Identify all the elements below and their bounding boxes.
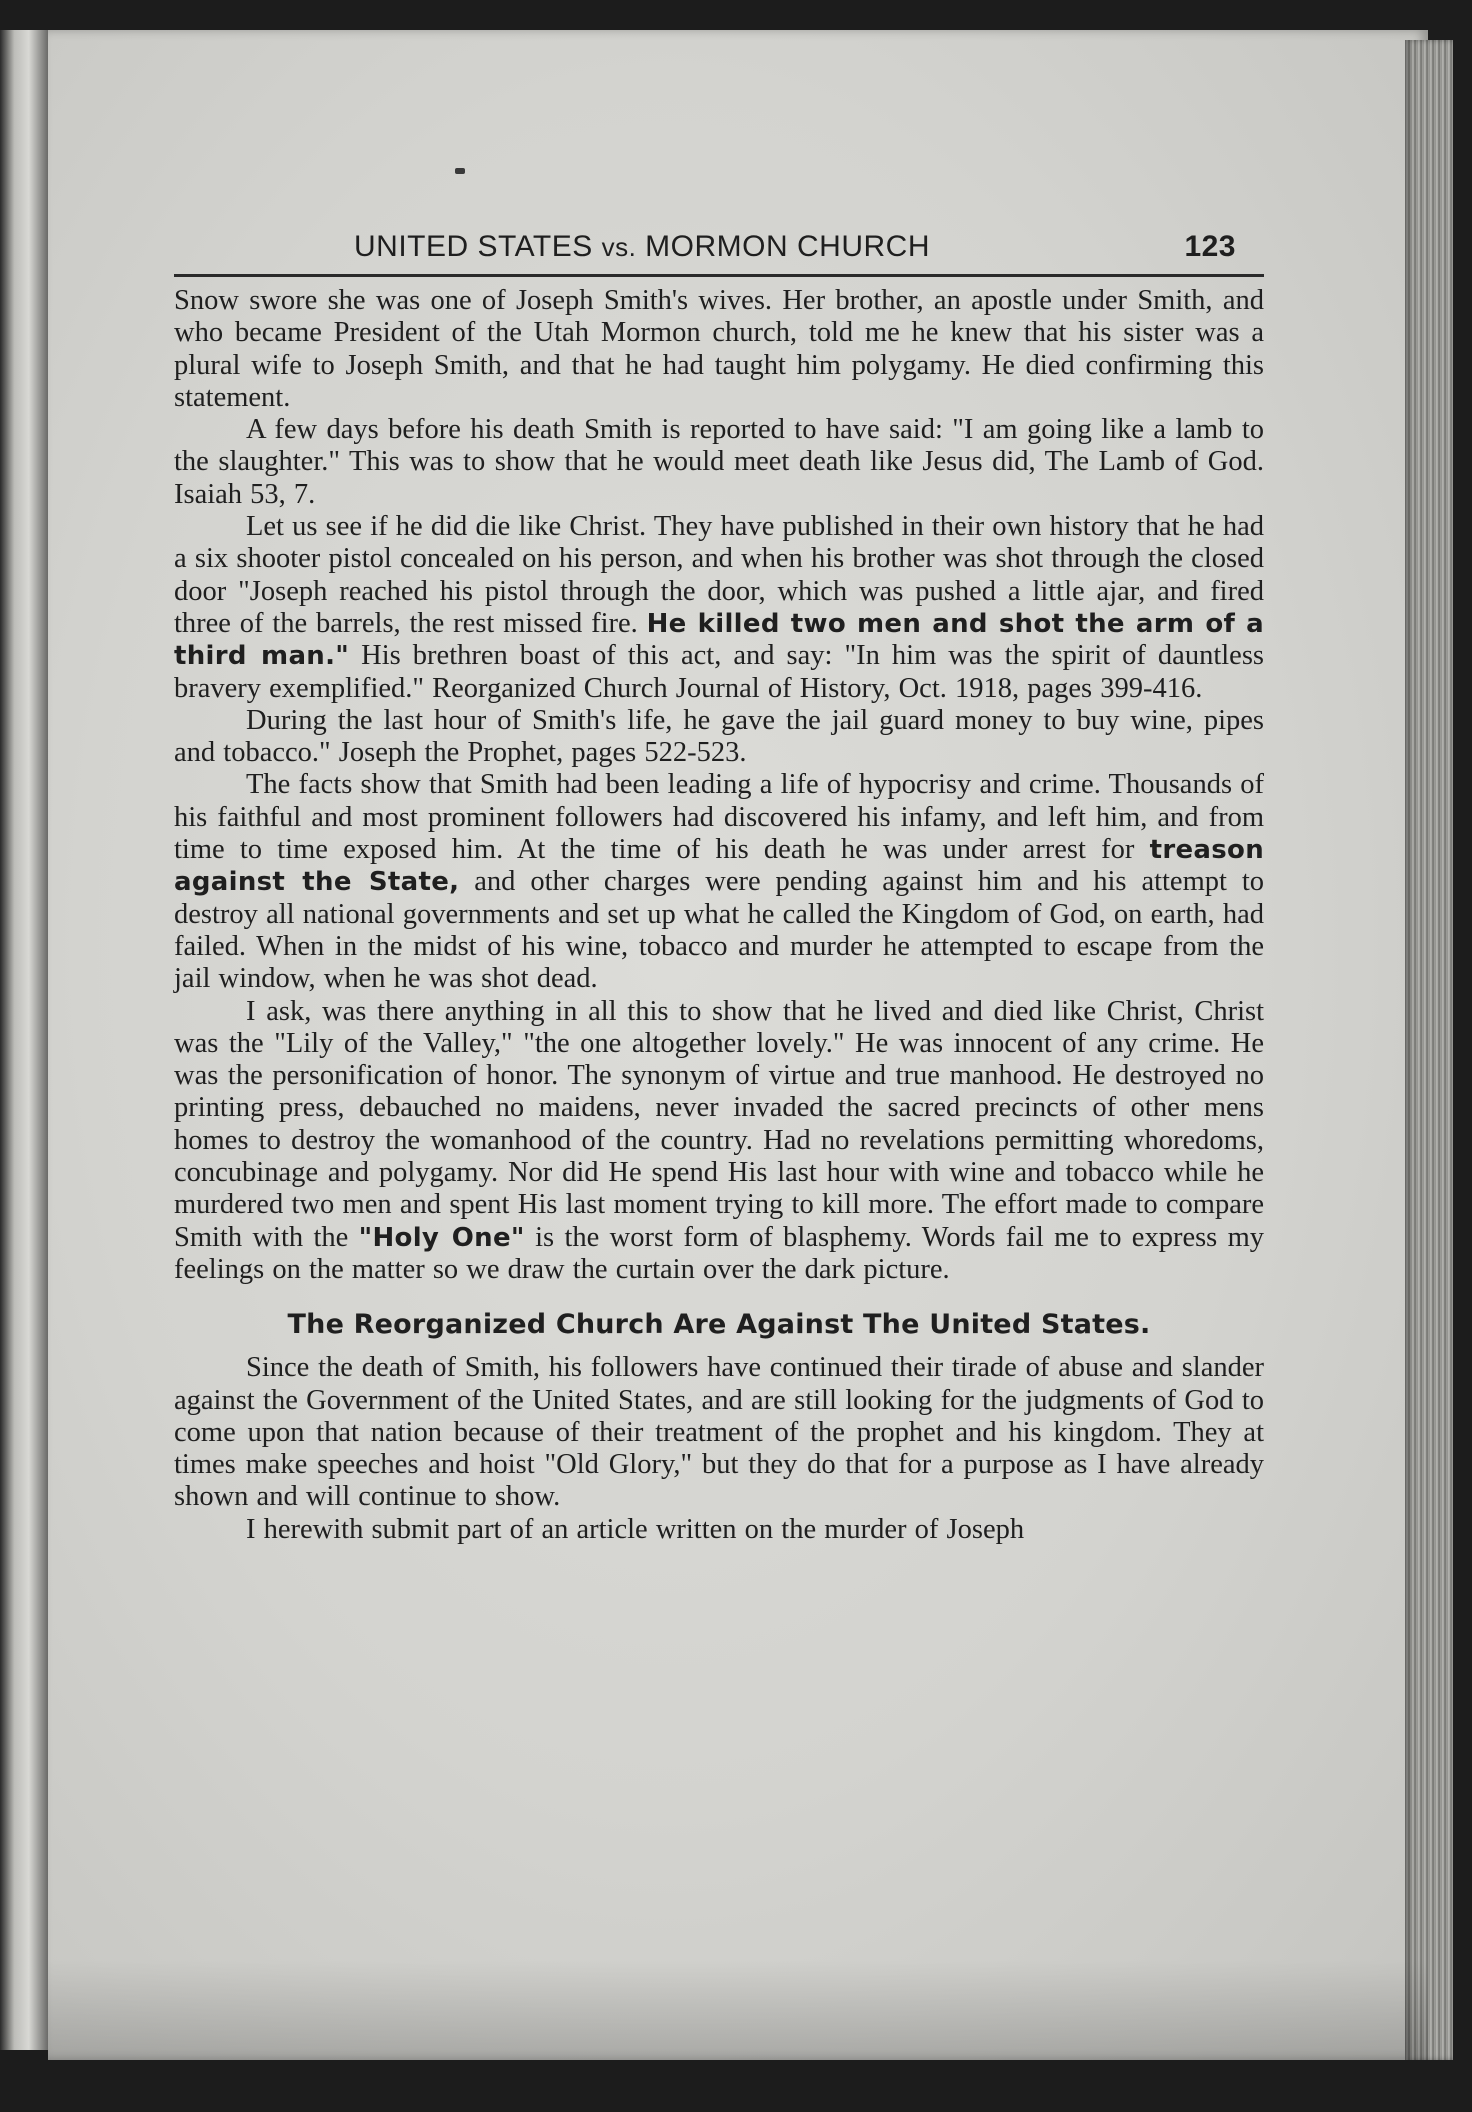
paragraph-6-text-b: is the worst form of blasphemy. Words fail me to express my feelings on the matter so we draw the curtain over the dark picture. bbox=[174, 1221, 1265, 1285]
running-header bbox=[174, 222, 1264, 277]
section-paragraph-2: I herewith submit part of an article written on the murder of Joseph bbox=[246, 1513, 1025, 1545]
paragraph-5-text-a: The facts show that Smith had been leading a life of hypocrisy and crime. Thousands of his faithful and most prominent followers had discovered his infamy, and left him, and from time to time exposed him. At the time of his death he was under arrest for bbox=[174, 769, 1264, 866]
page-number: 123 bbox=[1184, 230, 1236, 263]
paragraph-4: During the last hour of Smith's life, he gave the jail guard money to buy wine, pipes and tobacco." Joseph the Prophet, pages 522-523. bbox=[174, 704, 1264, 769]
text-block bbox=[174, 222, 1264, 1546]
paragraph-6-bold: "Holy One" bbox=[358, 1222, 525, 1253]
section-paragraph-1: Since the death of Smith, his followers have continued their tirade of abuse and slander against the Government of the United States, and are still looking for the judgments of God to come upon that nation because of their treatment of the prophet and his kingdom. They at times make speeches and hoist "Old Glory," but they do that for a purpose as I have already shown and will continue to show. bbox=[174, 1352, 1264, 1513]
paragraph-3 bbox=[174, 511, 1264, 705]
paragraph-5-bold: treason against the State, bbox=[174, 835, 1265, 898]
section-heading: The Reorganized Church Are Against The United States. bbox=[287, 1309, 1151, 1341]
paragraph-5 bbox=[174, 769, 1264, 995]
paragraph-2: A few days before his death Smith is reported to have said: "I am going like a lamb to the slaughter." This was to show that he would meet death like Jesus did, The Lamb of God. Isaiah 53, 7. bbox=[174, 414, 1264, 510]
paragraph-6-text-a: I ask, was there anything in all this to show that he lived and died like Christ, Christ was the "Lily of the Valley," "the one altogether lovely." He was innocent of any crime. He was the personification of honor. The synonym of virtue and true manhood. He destroyed no printing press, debauched no maidens, never invaded the sacred precincts of other mens homes to destroy the womanhood of the country. Had no revelations permitting whoredoms, concubinage and polygamy. Nor did He spend His last hour with wine and tobacco while he murdered two men and spent His last moment trying to kill more. The effort made to compare Smith with the bbox=[174, 995, 1264, 1253]
page-shadow bbox=[48, 1960, 1428, 2060]
left-page-edge bbox=[0, 30, 48, 2050]
page-edges bbox=[1405, 40, 1453, 2060]
paragraph-5-text-b: and other charges were pending against him and his attempt to destroy all national governments and set up what he called the Kingdom of God, on earth, had failed. When in the midst of his wine, tobacco and murder he attempted to escape from the jail window, when he was shot dead. bbox=[174, 866, 1264, 995]
title-part-2: MORMON CHURCH bbox=[645, 230, 930, 263]
running-head-title bbox=[354, 230, 930, 264]
paragraph-1: Snow swore she was one of Joseph Smith's wives. Her brother, an apostle under Smith, and who became President of the Utah Mormon church, told me he knew that his sister was a plural wife to Joseph Smith, and that he had taught him polygamy. He died confirming this statement. bbox=[174, 285, 1264, 413]
ink-speck bbox=[455, 168, 465, 174]
title-part-1: UNITED STATES bbox=[354, 230, 593, 263]
paragraph-3-text-a: Let us see if he did die like Christ. They have published in their own history that he had a six shooter pistol concealed on his person, and when his brother was shot through the closed door "Joseph reached his pistol through the door, which was pushed a little ajar, and fired three of the barrels, the rest missed fire. bbox=[174, 511, 1264, 639]
paragraph-3-bold: He killed two men and shot the arm of a third man." bbox=[174, 608, 1264, 672]
body-text bbox=[174, 285, 1264, 1546]
title-vs: vs. bbox=[601, 232, 637, 262]
paragraph-3-text-b: His brethren boast of this act, and say: "In him was the spirit of dauntless bravery exemplified." Reorganized Church Journal of History, Oct. 1918, pages 399-416. bbox=[174, 640, 1264, 704]
paragraph-6 bbox=[174, 996, 1264, 1287]
